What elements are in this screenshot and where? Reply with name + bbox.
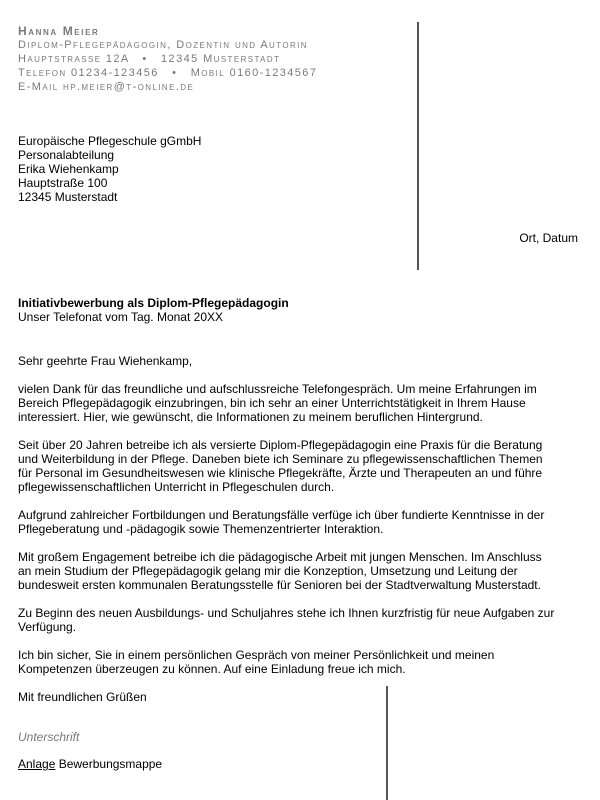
attachment-line <box>18 757 162 771</box>
letterhead <box>18 24 317 94</box>
place-date: Ort, Datum <box>519 231 578 245</box>
recipient-line: Personalabteilung <box>18 148 115 162</box>
recipient-line: Europäische Pflegeschule gGmbH <box>18 134 202 148</box>
recipient-line: 12345 Musterstadt <box>18 190 118 204</box>
sender-email: E-Mail hp.meier@t-online.de <box>18 81 195 93</box>
attachment-text: Bewerbungsmappe <box>55 757 163 771</box>
paragraph: Seit über 20 Jahren betreibe ich als versierte Diplom-Pflegepädagogin eine Praxis für die Beratung und Weiterbildung in der Pflege. Daneben biete ich Seminare zu pflegewissenschaftlichen Themen für Personal im Gesundheitswesen wie klinische Pflegekräfte, Ärzte und Therapeuten an und führe pflegewissenschaftlichen Unterricht in Pflegeschulen durch. <box>18 438 543 494</box>
sender-title: Diplom-Pflegepädagogin, Dozentin und Autorin <box>18 39 308 51</box>
recipient-line: Hauptstraße 100 <box>18 176 108 190</box>
subject <box>18 296 289 324</box>
letter-body <box>18 354 558 718</box>
divider-line-bottom <box>386 686 388 800</box>
paragraph: Mit großem Engagement betreibe ich die pädagogische Arbeit mit jungen Menschen. Im Anschluss an mein Studium der Pflegepädagogik gelang mir die Konzeption, Umsetzung und Leitung der bundesweit ersten kommunalen Beratungsstelle für Senioren bei der Stadtverwaltung Musterstadt. <box>18 550 542 592</box>
sender-phones: Telefon 01234-123456 • Mobil 0160-1234567 <box>18 67 318 79</box>
signature: Unterschrift <box>18 730 80 744</box>
subject-reference: Unser Telefonat vom Tag. Monat 20XX <box>18 310 224 324</box>
divider-line-top <box>417 22 419 270</box>
recipient-address <box>18 134 201 204</box>
subject-title: Initiativbewerbung als Diplom-Pflegepädagogin <box>18 296 289 310</box>
sender-name: Hanna Meier <box>18 24 100 38</box>
paragraph: Aufgrund zahlreicher Fortbildungen und Beratungsfälle verfüge ich über fundierte Kenntnisse in der Pflegeberatung und -pädagogik sowie Themenzentrierter Interaktion. <box>18 508 545 536</box>
closing: Mit freundlichen Grüßen <box>18 690 147 704</box>
sender-address: Hauptstrasse 12A • 12345 Musterstadt <box>18 53 281 65</box>
paragraph: Zu Beginn des neuen Ausbildungs- und Schuljahres stehe ich Ihnen kurzfristig für neue Aufgaben zur Verfügung. <box>18 606 555 634</box>
salutation: Sehr geehrte Frau Wiehenkamp, <box>18 354 193 368</box>
attachment-label: Anlage <box>18 757 56 771</box>
paragraph: Ich bin sicher, Sie in einem persönlichen Gespräch von meiner Persönlichkeit und meinen Kompetenzen überzeugen zu können. Auf eine Einladung freue ich mich. <box>18 648 495 676</box>
paragraph: vielen Dank für das freundliche und aufschlussreiche Telefongespräch. Um meine Erfahrungen im Bereich Pflegepädagogik einzubringen, bin ich sehr an einer Unterrichtstätigkeit in Ihrem Hause interessiert. Hier, wie gewünscht, die Informationen zu meinem beruflichen Hintergrund. <box>18 382 537 424</box>
recipient-line: Erika Wiehenkamp <box>18 162 119 176</box>
